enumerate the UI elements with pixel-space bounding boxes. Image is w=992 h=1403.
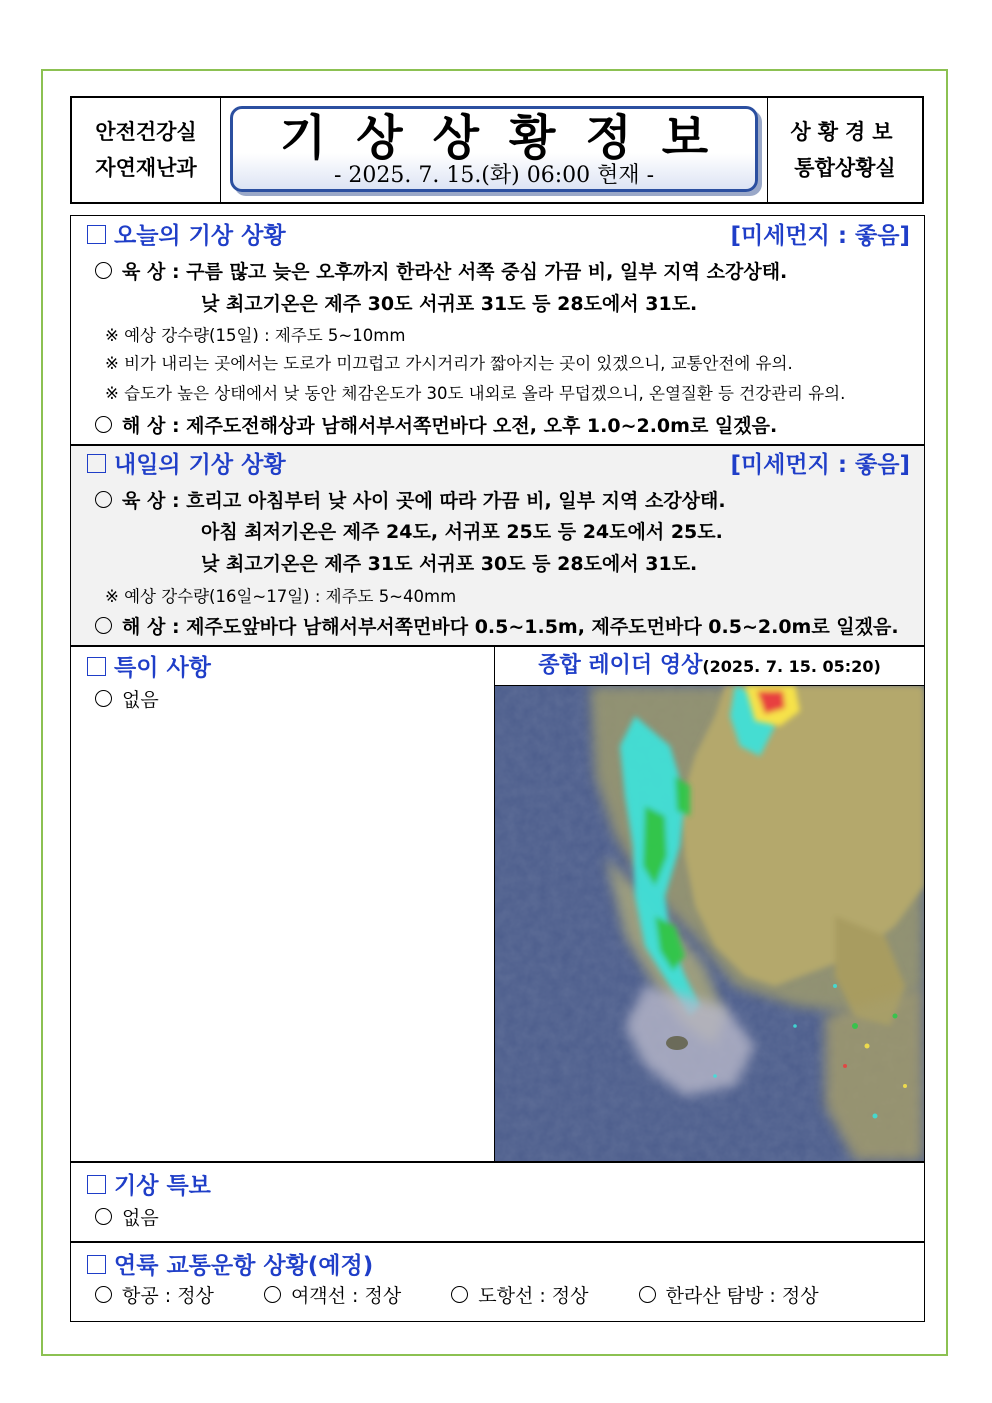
circle-bullet-icon [264,1286,281,1303]
tomorrow-title: 내일의 기상 상황 [87,451,286,479]
document-date: - 2025. 7. 15.(화) 06:00 현재 - [333,163,655,188]
circle-bullet-icon [95,1208,112,1225]
radar-image [495,686,924,1161]
title-box [230,106,758,192]
weather-warning-section [70,1162,925,1242]
traffic-item-air: 항공 : 정상 [95,1285,214,1307]
radar-time: (2025. 7. 15. 05:20) [702,657,881,676]
checkbox-icon [87,657,106,676]
tomorrow-note-rainfall: ※ 예상 강수량(16일~17일) : 제주도 5~40mm [105,587,457,606]
special-content: 없음 [95,688,159,712]
tomorrow-land-max-temp: 낮 최고기온은 제주 31도 서귀포 30도 등 28도에서 31도. [201,553,698,575]
radar-title [495,647,924,686]
checkbox-icon [87,454,106,473]
checkbox-icon [87,1175,106,1194]
today-dust-status: [미세먼지 : 좋음] [730,223,910,249]
today-title: 오늘의 기상 상황 [87,222,286,250]
circle-bullet-icon [639,1286,656,1303]
document-title: 기상상황정보 [279,110,739,166]
circle-bullet-icon [95,262,112,279]
tomorrow-weather-section [70,445,925,646]
circle-bullet-icon [95,491,112,508]
traffic-item-ferry: 여객선 : 정상 [264,1285,401,1307]
situation-room [767,98,922,202]
today-sea: 해 상 : 제주도전해상과 남해서부서쪽먼바다 오전, 오후 1.0~2.0m로 일겠음. [95,414,777,438]
today-weather-section [70,215,925,445]
special-title: 특이 사항 [87,654,211,682]
today-land-temp: 낮 최고기온은 제주 30도 서귀포 31도 등 28도에서 31도. [201,293,698,315]
tomorrow-land-min-temp: 아침 최저기온은 제주 24도, 서귀포 25도 등 24도에서 25도. [201,521,723,543]
circle-bullet-icon [451,1286,468,1303]
checkbox-icon [87,1255,106,1274]
issuing-department [72,98,221,202]
radar-title-label: 종합 레이더 영상 [538,653,703,678]
traffic-title: 연륙 교통운항 상황(예정) [87,1252,373,1280]
today-note-heat: ※ 습도가 높은 상태에서 낮 동안 체감온도가 30도 내외로 올라 무덥겠으니, 온열질환 등 건강관리 유의. [105,384,846,403]
tomorrow-sea: 해 상 : 제주도앞바다 남해서부서쪽먼바다 0.5~1.5m, 제주도먼바다 0.5~2.0m로 일겠음. [95,615,899,639]
situation-room-line-1: 상황경보 [790,120,900,144]
department-line-2: 자연재난과 [95,156,197,180]
warning-title: 기상 특보 [87,1172,211,1200]
department-line-1: 안전건강실 [95,120,197,144]
warning-content: 없음 [95,1206,159,1230]
document-header [70,96,924,204]
today-note-traffic: ※ 비가 내리는 곳에서는 도로가 미끄럽고 가시거리가 짧아지는 곳이 있겠으니, 교통안전에 유의. [105,354,793,373]
circle-bullet-icon [95,1286,112,1303]
special-notes-cell [71,647,495,1161]
traffic-item-hallasan: 한라산 탐방 : 정상 [639,1285,819,1307]
checkbox-icon [87,225,106,244]
circle-bullet-icon [95,690,112,707]
circle-bullet-icon [95,416,112,433]
special-notes-section [70,646,925,1162]
traffic-section [70,1242,925,1322]
situation-room-line-2: 통합상황실 [794,156,896,180]
traffic-status-list [95,1284,863,1308]
tomorrow-land: 육 상 : 흐리고 아침부터 낮 사이 곳에 따라 가끔 비, 일부 지역 소강상태. [95,489,726,513]
today-land: 육 상 : 구름 많고 늦은 오후까지 한라산 서쪽 중심 가끔 비, 일부 지역 소강상태. [95,260,787,284]
traffic-item-island-ferry: 도항선 : 정상 [451,1285,588,1307]
circle-bullet-icon [95,617,112,634]
tomorrow-dust-status: [미세먼지 : 좋음] [730,452,910,478]
today-note-rainfall: ※ 예상 강수량(15일) : 제주도 5~10mm [105,326,406,345]
